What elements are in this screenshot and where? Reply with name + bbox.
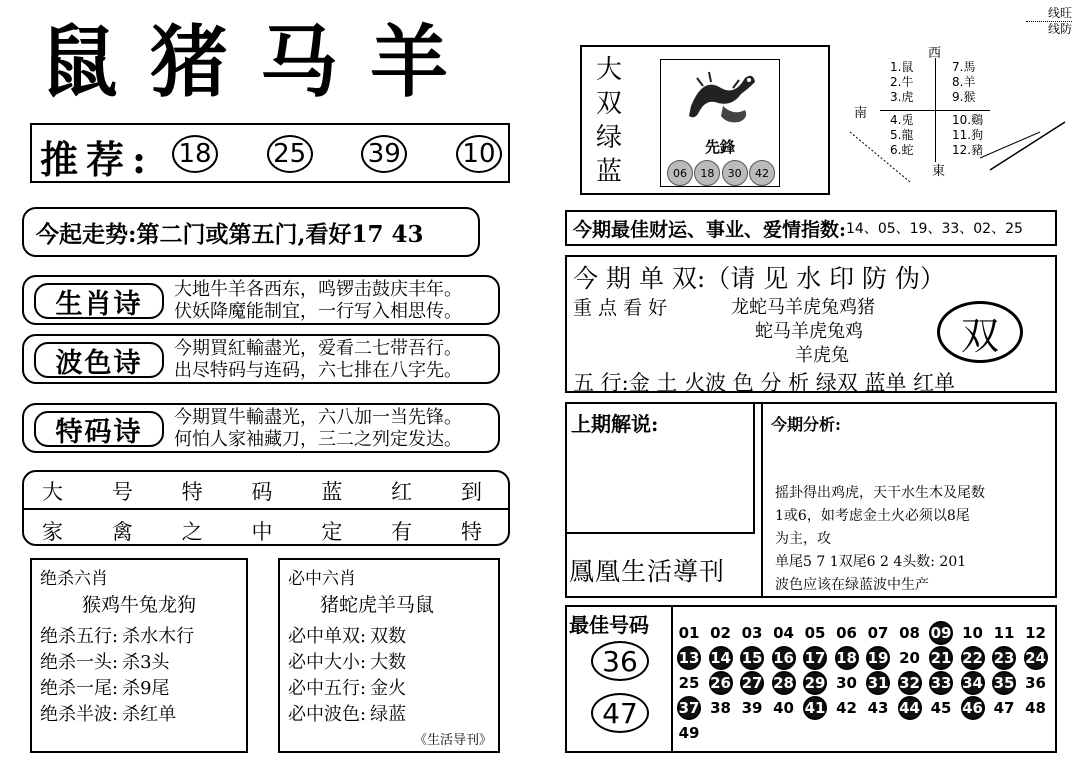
number-ball: 35 xyxy=(992,671,1016,695)
number-ball: 03 xyxy=(741,624,763,642)
compass-zodiac: 7.馬 xyxy=(952,60,976,74)
focus-line-2: 蛇马羊虎兔鸡 xyxy=(755,321,863,342)
kill-row-value: 杀3头 xyxy=(122,652,170,673)
brand-label: 鳳凰生活導刊 xyxy=(569,557,726,586)
grid-char: 家 xyxy=(42,520,63,544)
compass-zodiac: 3.虎 xyxy=(890,90,914,104)
number-ball: 32 xyxy=(898,671,922,695)
focus-line-1: 龙蛇马羊虎兔鸡猪 xyxy=(731,297,875,318)
number-ball: 40 xyxy=(773,699,794,717)
grid-char: 到 xyxy=(460,480,482,504)
grid-char: 大 xyxy=(42,480,63,504)
number-ball: 43 xyxy=(867,699,889,717)
sure-box xyxy=(278,558,500,753)
number-ball: 28 xyxy=(772,671,796,695)
column-divider xyxy=(761,404,763,598)
sure-row-key: 必中单双: xyxy=(288,626,367,647)
kill-title: 绝杀六肖 xyxy=(40,569,108,589)
grid-divider xyxy=(24,508,508,510)
pioneer-label: 先鋒 xyxy=(704,138,735,156)
compass-zodiac: 1.鼠 xyxy=(890,60,914,74)
number-ball: 05 xyxy=(804,624,826,642)
recommend-box xyxy=(30,123,510,183)
grid-char: 红 xyxy=(391,480,413,504)
number-ball: 11 xyxy=(993,624,1015,642)
analysis-lines xyxy=(775,482,985,597)
number-ball: 38 xyxy=(710,699,731,717)
compass-west: 西 xyxy=(928,46,942,61)
banner-vertical-text xyxy=(596,53,622,189)
odd-even-stamp: 双 xyxy=(937,301,1023,363)
compass-zodiac: 9.猴 xyxy=(952,90,976,104)
number-ball: 18 xyxy=(835,646,859,670)
pioneer-ball: 18 xyxy=(694,160,720,186)
compass-zodiac: 12.豬 xyxy=(952,143,984,157)
best-numbers-box xyxy=(565,605,1057,753)
number-ball: 37 xyxy=(677,696,701,720)
zodiac-compass xyxy=(840,40,1072,190)
analysis-line: 单尾5 7 1双尾6 2 4头数: 201 xyxy=(775,554,967,570)
sure-rows xyxy=(288,624,406,728)
kill-row-key: 绝杀一头: xyxy=(40,652,119,673)
sure-row xyxy=(288,702,406,728)
number-ball: 48 xyxy=(1025,699,1046,717)
number-ball: 29 xyxy=(803,671,827,695)
index-values: 14、05、19、33、02、25 xyxy=(846,221,1023,237)
banner-char: 绿 xyxy=(596,123,623,153)
recommend-number: 18 xyxy=(172,135,218,173)
page-title: 鼠猪马羊 xyxy=(40,17,481,108)
number-ball: 47 xyxy=(993,699,1015,717)
compass-zodiac: 6.蛇 xyxy=(890,143,914,157)
number-ball: 24 xyxy=(1024,646,1048,670)
poem-box xyxy=(22,403,500,453)
index-bar xyxy=(565,210,1057,246)
pick-circle-1: 36 xyxy=(591,641,649,681)
wuxing-line: 五 行:金 土 火波 色 分 析 绿双 蓝单 红单 xyxy=(573,371,956,395)
number-ball: 27 xyxy=(740,671,764,695)
number-ball: 46 xyxy=(961,696,985,720)
poem-line: 何怕人家袖藏刀，三二之列定发达。 xyxy=(174,429,462,450)
dragon-icon xyxy=(683,66,759,128)
compass-east: 東 xyxy=(932,164,946,179)
number-ball: 14 xyxy=(709,646,733,670)
compass-south: 南 xyxy=(854,106,868,121)
recommend-number: 10 xyxy=(456,135,502,173)
kill-row xyxy=(40,624,194,650)
poem-box xyxy=(22,275,500,325)
number-ball: 26 xyxy=(709,671,733,695)
poem-line: 出尽特码与连码，六七排在八字先。 xyxy=(174,360,462,381)
sure-row xyxy=(288,676,406,702)
pioneer-banner xyxy=(580,45,830,195)
compass-zodiac: 5.龍 xyxy=(890,128,914,142)
number-ball: 02 xyxy=(710,624,731,642)
number-ball: 22 xyxy=(961,646,985,670)
compass-zodiac: 11.狗 xyxy=(952,128,984,142)
best-label: 最佳号码 xyxy=(569,613,649,637)
kill-row-value: 杀水木行 xyxy=(122,626,195,647)
number-ball: 16 xyxy=(772,646,796,670)
corner-line1: 线旺 xyxy=(1047,6,1072,20)
recommend-number: 25 xyxy=(267,135,313,173)
analysis-line: 1或6，如考虑金土火必须以8尾 xyxy=(775,508,970,524)
poem-line: 今期買紅輸盡光，爱看二七带吾行。 xyxy=(174,338,462,359)
kill-rows xyxy=(40,624,194,728)
number-ball: 42 xyxy=(836,699,857,717)
grid-char: 号 xyxy=(111,480,133,504)
number-ball: 45 xyxy=(930,699,952,717)
sure-row-value: 绿蓝 xyxy=(370,704,407,725)
number-ball: 19 xyxy=(866,646,890,670)
kill-row xyxy=(40,702,194,728)
kill-row-value: 杀红单 xyxy=(122,704,177,725)
sure-row-key: 必中大小: xyxy=(288,652,367,673)
grid-char: 禽 xyxy=(111,520,133,544)
last-period-area xyxy=(567,404,755,534)
poem-line: 大地牛羊各西东，鸣锣击鼓庆丰年。 xyxy=(174,279,462,300)
pioneer-card xyxy=(660,59,780,187)
kill-row-key: 绝杀五行: xyxy=(40,626,119,647)
compass-zodiac: 2.牛 xyxy=(890,75,914,89)
pick-circle-2: 47 xyxy=(591,693,649,733)
number-ball: 15 xyxy=(740,646,764,670)
number-ball: 09 xyxy=(929,621,953,645)
index-label: 今期最佳财运、事业、爱情指数: xyxy=(573,218,847,241)
analysis-label: 今期分析: xyxy=(771,415,841,434)
trend-box xyxy=(22,207,480,257)
last-period-label: 上期解说: xyxy=(571,412,659,436)
sure-row-key: 必中波色: xyxy=(288,704,367,725)
oddeven-title: 今 期 单 双:（请 见 水 印 防 伪） xyxy=(573,264,945,293)
kill-row-key: 绝杀半波: xyxy=(40,704,119,725)
number-ball: 23 xyxy=(992,646,1016,670)
compass-zodiac: 10.鷄 xyxy=(952,113,984,127)
compass-zodiac: 4.兎 xyxy=(890,113,914,127)
grid-char: 蓝 xyxy=(321,480,343,504)
number-ball: 07 xyxy=(867,624,889,642)
number-ball: 06 xyxy=(836,624,857,642)
compass-decor-lines xyxy=(840,40,1072,190)
number-ball-grid xyxy=(677,621,1055,751)
number-ball: 08 xyxy=(899,624,920,642)
char-grid-row2 xyxy=(42,516,482,546)
sure-zodiacs: 猪蛇虎羊马鼠 xyxy=(320,594,435,616)
kill-zodiacs: 猴鸡牛兔龙狗 xyxy=(82,594,197,616)
number-ball: 13 xyxy=(677,646,701,670)
sure-footer: 《生活导刊》 xyxy=(413,733,492,748)
pioneer-ball: 30 xyxy=(722,160,748,186)
focus-line-3: 羊虎兔 xyxy=(795,345,849,366)
oddeven-box xyxy=(565,255,1057,393)
number-ball: 41 xyxy=(803,696,827,720)
corner-note xyxy=(980,6,1072,37)
poem-line: 伏妖降魔能制宜，一行写入相思传。 xyxy=(174,301,462,322)
number-ball: 34 xyxy=(961,671,985,695)
number-ball: 49 xyxy=(678,724,700,742)
recommend-numbers xyxy=(172,135,502,173)
sure-row-value: 大数 xyxy=(370,652,407,673)
banner-char: 蓝 xyxy=(596,157,623,187)
poem-label: 生肖诗 xyxy=(34,283,164,319)
sure-row-value: 金火 xyxy=(370,678,407,699)
recommend-number: 39 xyxy=(361,135,407,173)
pioneer-ball: 06 xyxy=(667,160,693,186)
analysis-container xyxy=(565,402,1057,598)
pioneer-balls xyxy=(667,160,775,186)
number-ball: 36 xyxy=(1025,674,1046,692)
number-ball: 04 xyxy=(773,624,794,642)
corner-line2: 线防 xyxy=(1026,21,1072,37)
kill-row-value: 杀9尾 xyxy=(122,678,170,699)
number-ball: 39 xyxy=(741,699,763,717)
grid-char: 定 xyxy=(321,520,343,544)
compass-zodiac: 8.羊 xyxy=(952,75,976,89)
trend-text: 今起走势:第二门或第五门,看好17 43 xyxy=(36,220,424,248)
kill-row xyxy=(40,676,194,702)
poem-label: 波色诗 xyxy=(34,342,164,378)
number-ball: 33 xyxy=(929,671,953,695)
grid-char: 中 xyxy=(251,520,273,544)
char-grid xyxy=(22,470,510,546)
analysis-line: 为主，攻 xyxy=(775,531,831,547)
number-ball: 21 xyxy=(929,646,953,670)
poem-box xyxy=(22,334,500,384)
grid-char: 码 xyxy=(251,480,273,504)
sure-title: 必中六肖 xyxy=(288,569,356,589)
focus-label: 重 点 看 好 xyxy=(573,297,668,319)
number-ball: 12 xyxy=(1025,624,1046,642)
sure-row xyxy=(288,650,406,676)
grid-char: 之 xyxy=(181,520,203,544)
number-ball: 30 xyxy=(836,674,857,692)
poem-label: 特码诗 xyxy=(34,411,164,447)
grid-char: 特 xyxy=(181,480,203,504)
number-ball: 25 xyxy=(678,674,700,692)
kill-box xyxy=(30,558,248,753)
number-ball: 44 xyxy=(898,696,922,720)
poem-line: 今期買牛輸盡光，六八加一当先锋。 xyxy=(174,407,462,428)
grid-char: 特 xyxy=(460,520,482,544)
banner-char: 大 xyxy=(596,55,623,85)
number-ball: 10 xyxy=(962,624,983,642)
recommend-label: 推荐: xyxy=(40,137,155,182)
grid-char: 有 xyxy=(391,520,413,544)
sure-row-value: 双数 xyxy=(370,626,407,647)
analysis-line: 波色应该在绿蓝波中生产 xyxy=(775,577,929,593)
kill-row-key: 绝杀一尾: xyxy=(40,678,119,699)
best-divider xyxy=(671,607,673,753)
number-ball: 17 xyxy=(803,646,827,670)
char-grid-row1 xyxy=(42,476,482,506)
banner-char: 双 xyxy=(596,89,623,119)
sure-row-key: 必中五行: xyxy=(288,678,367,699)
number-ball: 20 xyxy=(899,649,920,667)
analysis-line: 摇卦得出鸡虎，天干水生木及尾数 xyxy=(775,485,985,501)
number-ball: 01 xyxy=(678,624,700,642)
pioneer-ball: 42 xyxy=(749,160,775,186)
sure-row xyxy=(288,624,406,650)
number-ball: 31 xyxy=(866,671,890,695)
kill-row xyxy=(40,650,194,676)
